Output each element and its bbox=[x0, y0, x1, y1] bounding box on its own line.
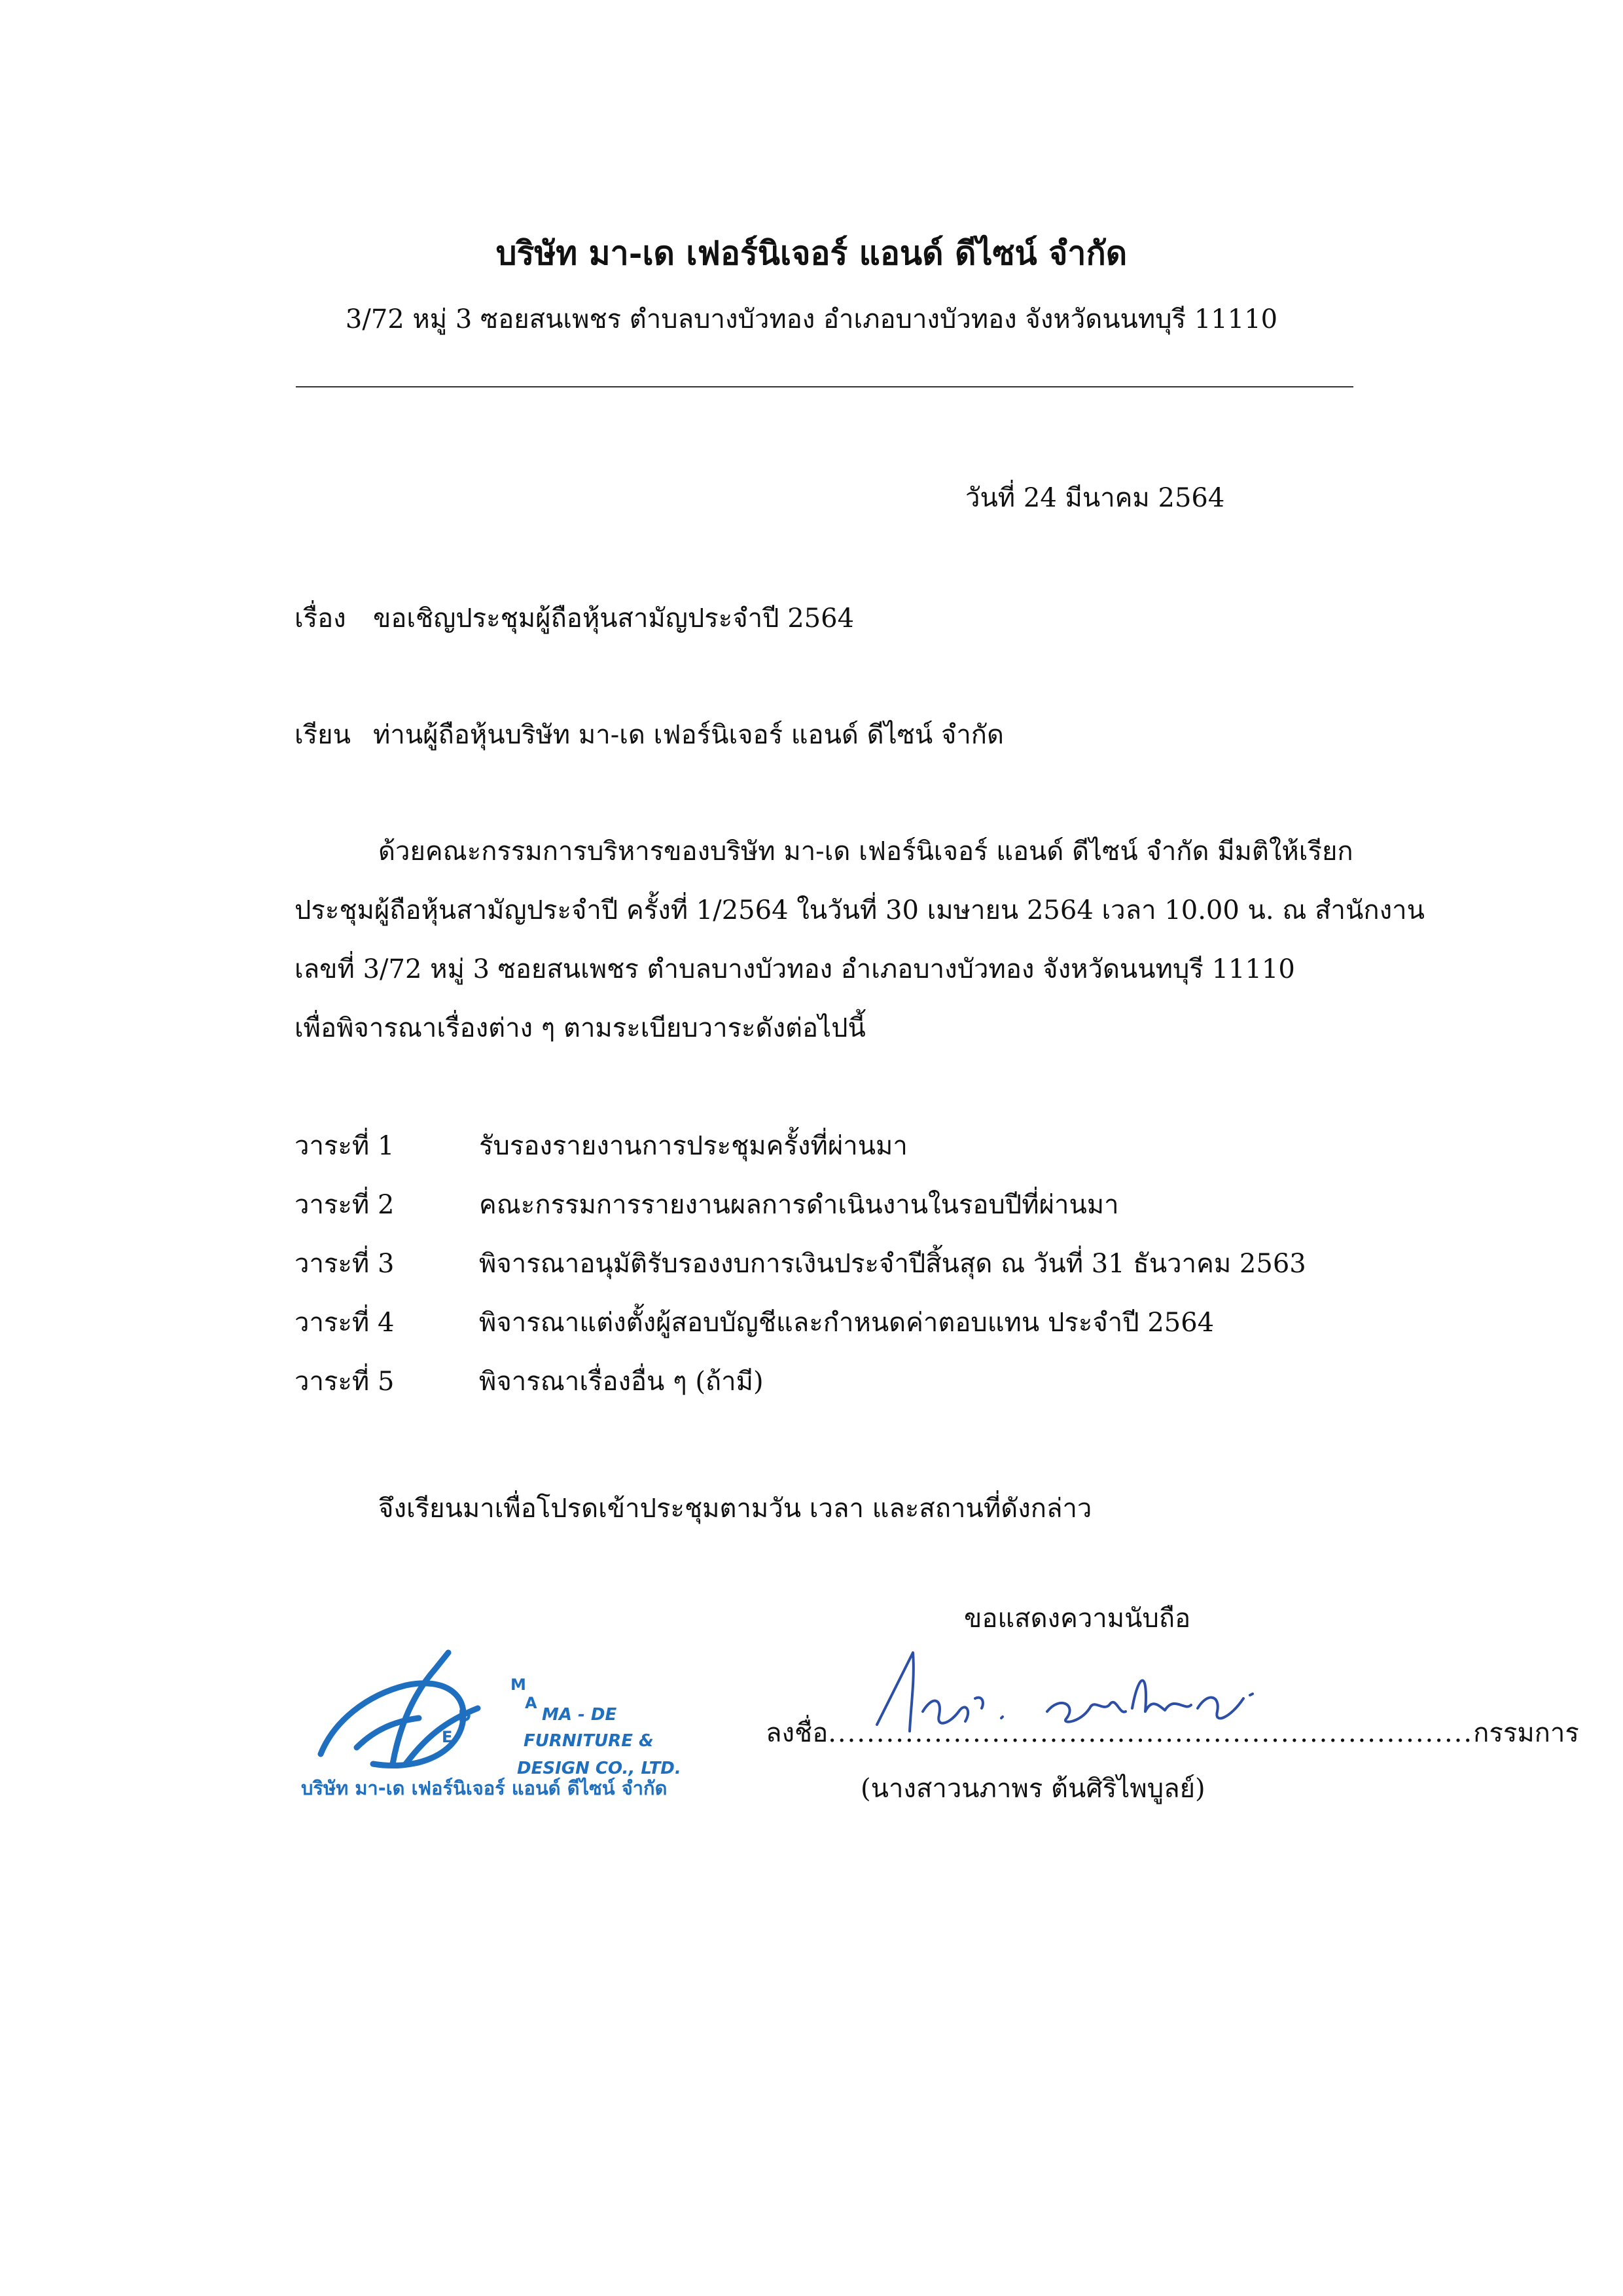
agenda-number: วาระที่ 3 bbox=[294, 1249, 395, 1279]
subject-line bbox=[294, 597, 854, 639]
stamp-letter: D bbox=[458, 1707, 471, 1725]
agenda-item bbox=[294, 1242, 1306, 1284]
recipient-label: เรียน bbox=[294, 720, 351, 750]
agenda-item bbox=[294, 1124, 908, 1166]
closing-line: จึงเรียนมาเพื่อโปรดเข้าประชุมตามวัน เวลา และสถานที่ดังกล่าว bbox=[378, 1494, 1092, 1524]
signer-name: (นางสาวนภาพร ต้นศิริไพบูลย์) bbox=[861, 1774, 1205, 1804]
body-line: ประชุมผู้ถือหุ้นสามัญประจำปี ครั้งที่ 1/2564 ในวันที่ 30 เมษายน 2564 เวลา 10.00 น. ณ สำนักงาน bbox=[294, 895, 1425, 925]
sign-position: กรรมการ bbox=[1473, 1718, 1579, 1748]
agenda-text: พิจารณาแต่งตั้งผู้สอบบัญชีและกำหนดค่าตอบแทน ประจำปี 2564 bbox=[479, 1308, 1215, 1338]
agenda-number: วาระที่ 4 bbox=[294, 1308, 395, 1338]
subject-label: เรื่อง bbox=[294, 603, 346, 634]
stamp-english-line: MA - DE bbox=[542, 1705, 617, 1725]
stamp-english-line: DESIGN CO., LTD. bbox=[517, 1759, 681, 1778]
agenda-item bbox=[294, 1301, 1214, 1343]
agenda-text: พิจารณาอนุมัติรับรองงบการเงินประจำปีสิ้นสุด ณ วันที่ 31 ธันวาคม 2563 bbox=[479, 1249, 1306, 1279]
company-name: บริษัท มา-เด เฟอร์นิเจอร์ แอนด์ ดีไซน์ จำกัด bbox=[495, 234, 1128, 272]
agenda-number: วาระที่ 1 bbox=[294, 1131, 395, 1161]
company-stamp bbox=[294, 1623, 713, 1820]
stamp-english-line: FURNITURE & bbox=[524, 1731, 654, 1751]
letter-date: วันที่ 24 มีนาคม 2564 bbox=[965, 483, 1225, 513]
respect-line: ขอแสดงความนับถือ bbox=[964, 1604, 1191, 1634]
stamp-letter: M bbox=[510, 1676, 526, 1694]
agenda-item bbox=[294, 1183, 1119, 1225]
stamp-thai-name: บริษัท มา-เด เฟอร์นิเจอร์ แอนด์ ดีไซน์ จำกัด bbox=[301, 1777, 668, 1799]
recipient-line bbox=[294, 713, 1004, 755]
agenda-text: คณะกรรมการรายงานผลการดำเนินงานในรอบปีที่ผ่านมา bbox=[479, 1190, 1119, 1220]
body-line: เลขที่ 3/72 หมู่ 3 ซอยสนเพชร ตำบลบางบัวทอง อำเภอบางบัวทอง จังหวัดนนทบุรี 11110 bbox=[294, 954, 1295, 984]
agenda-number: วาระที่ 2 bbox=[294, 1190, 395, 1220]
body-line: เพื่อพิจารณาเรื่องต่าง ๆ ตามระเบียบวาระดังต่อไปนี้ bbox=[294, 1013, 866, 1043]
agenda-text: พิจารณาเรื่องอื่น ๆ (ถ้ามี) bbox=[479, 1367, 764, 1397]
agenda-text: รับรองรายงานการประชุมครั้งที่ผ่านมา bbox=[479, 1131, 908, 1161]
signature-dots: ................................................................... bbox=[828, 1718, 1474, 1748]
company-address: 3/72 หมู่ 3 ซอยสนเพชร ตำบลบางบัวทอง อำเภอบางบัวทอง จังหวัดนนทบุรี 11110 bbox=[345, 304, 1278, 334]
header-divider bbox=[296, 386, 1353, 387]
stamp-letter: E bbox=[442, 1728, 453, 1746]
agenda-item bbox=[294, 1360, 764, 1402]
stamp-letter: A bbox=[525, 1694, 537, 1712]
agenda-number: วาระที่ 5 bbox=[294, 1367, 395, 1397]
recipient-text: ท่านผู้ถือหุ้นบริษัท มา-เด เฟอร์นิเจอร์ แอนด์ ดีไซน์ จำกัด bbox=[373, 720, 1005, 750]
subject-text: ขอเชิญประชุมผู้ถือหุ้นสามัญประจำปี 2564 bbox=[373, 603, 855, 634]
sign-prefix: ลงชื่อ bbox=[766, 1718, 829, 1748]
body-line: ด้วยคณะกรรมการบริหารของบริษัท มา-เด เฟอร์นิเจอร์ แอนด์ ดีไซน์ จำกัด มีมติให้เรียก bbox=[378, 836, 1353, 867]
handwritten-signature bbox=[851, 1633, 1276, 1757]
